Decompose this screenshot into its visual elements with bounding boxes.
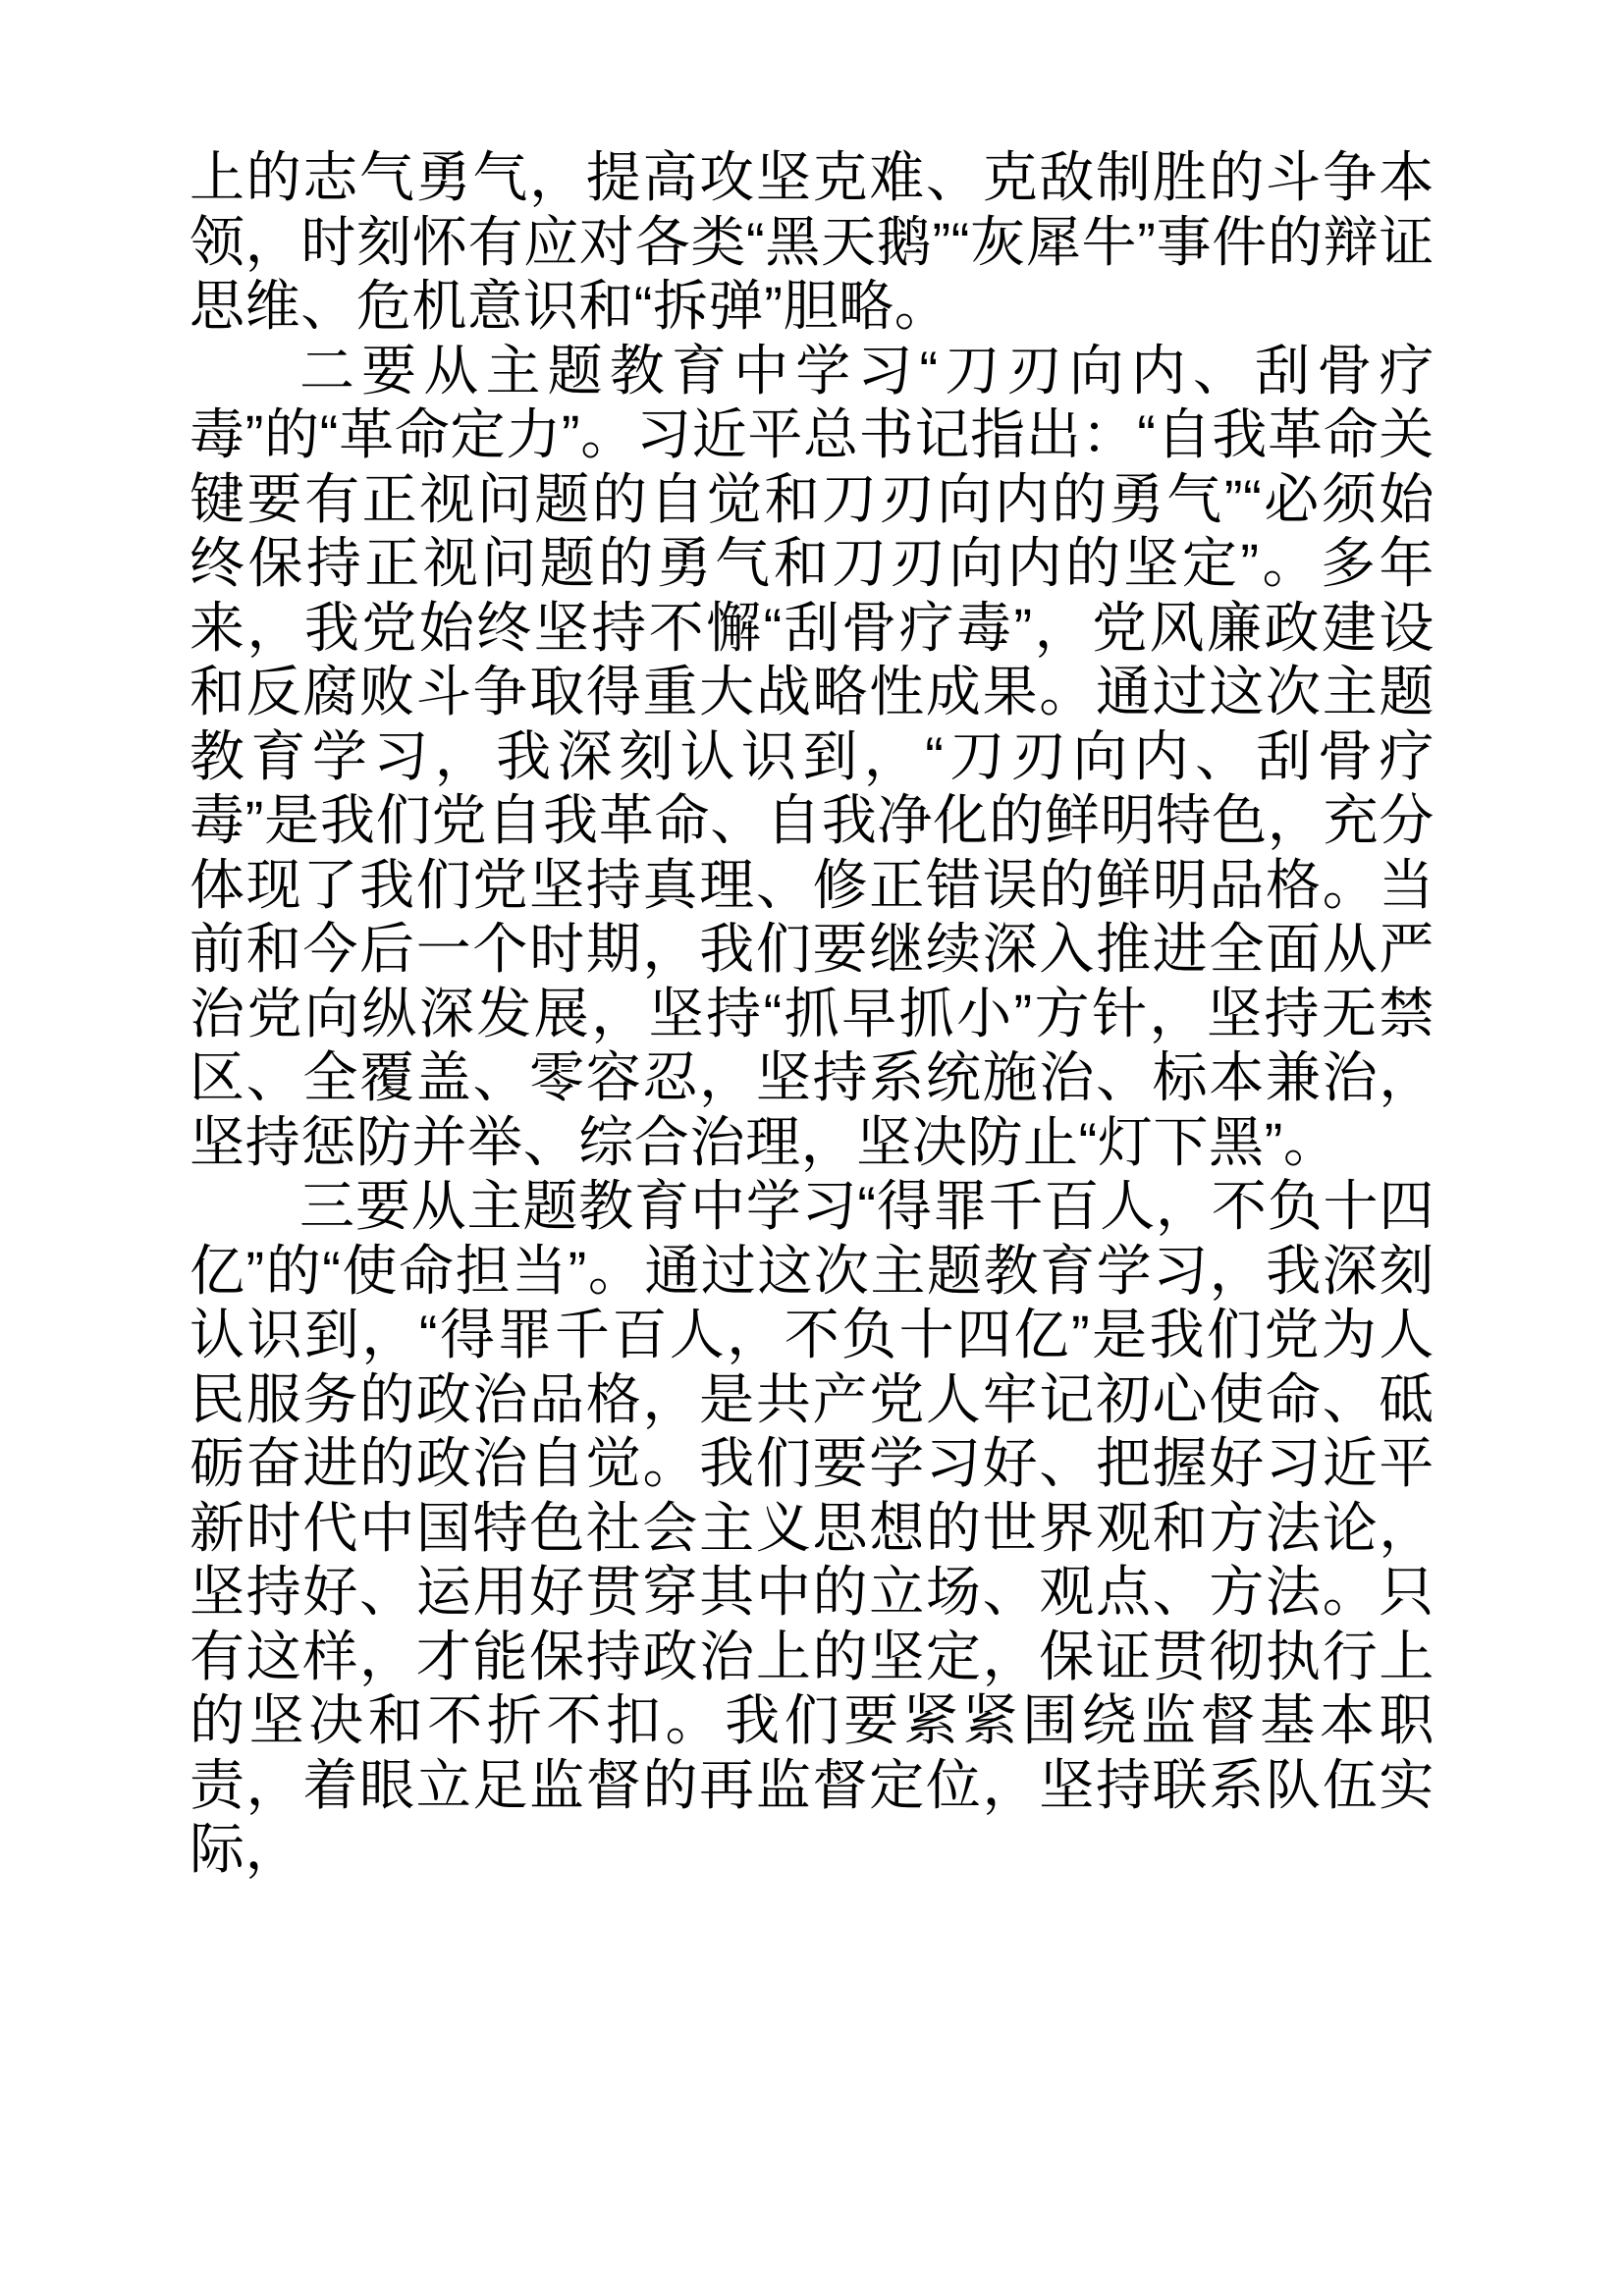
document-text-body — [189, 145, 1435, 1882]
paragraph-three-mission-responsibility: 三要从主题教育中学习“得罪千百人，不负十四亿”的“使命担当”。通过这次主题教育学习，我深刻认识到，“得罪千百人，不负十四亿”是我们党为人民服务的政治品格，是共产党人牢记初心使命、砥砺奋进的政治自觉。我们要学习好、把握好习近平新时代中国特色社会主义思想的世界观和方法论，坚持好、运用好贯穿其中的立场、观点、方法。只有这样，才能保持政治上的坚定，保证贯彻执行上的坚决和不折不扣。我们要紧紧围绕监督基本职责，着眼立足监督的再监督定位，坚持联系队伍实际， — [189, 1175, 1435, 1880]
paragraph-two-revolutionary-resolve: 二要从主题教育中学习“刀刃向内、刮骨疗毒”的“革命定力”。习近平总书记指出：“自我革命关键要有正视问题的自觉和刀刃向内的勇气”“必须始终保持正视问题的勇气和刀刃向内的坚定”。多年来，我党始终坚持不懈“刮骨疗毒”，党风廉政建设和反腐败斗争取得重大战略性成果。通过这次主题教育学习，我深刻认识到，“刀刃向内、刮骨疗毒”是我们党自我革命、自我净化的鲜明特色，充分体现了我们党坚持真理、修正错误的鲜明品格。当前和今后一个时期，我们要继续深入推进全面从严治党向纵深发展，坚持“抓早抓小”方针，坚持无禁区、全覆盖、零容忍，坚持系统施治、标本兼治，坚持惩防并举、综合治理，坚决防止“灯下黑”。 — [189, 339, 1435, 1173]
paragraph-continuation-struggle-capability: 上的志气勇气，提高攻坚克难、克敌制胜的斗争本领，时刻怀有应对各类“黑天鹅”“灰犀牛”事件的辩证思维、危机意识和“拆弹”胆略。 — [189, 146, 1435, 337]
